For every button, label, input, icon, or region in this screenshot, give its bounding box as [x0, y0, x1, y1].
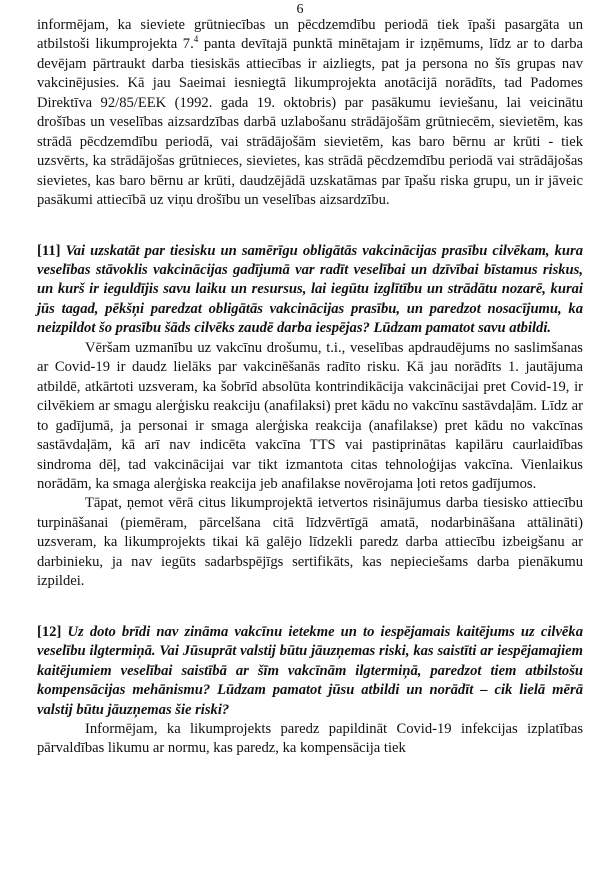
article-superscript: 4 — [193, 34, 199, 45]
paragraph-intro-rest: panta devītajā punktā minētajam ir izņēmums, līdz ar to darba devējam pārtraukt darba tiesiskās attiecības ir aizliegts, pat ja persona no šīs grupas nav vakcinējusies. Kā jau Saeimai iesniegtā likumprojekta anotācijā norādīts, tad Padomes Direktīva 92/85/EEK (1992. gada 19. oktobris) par pasākumu ieviešanu, lai veicinātu drošības un veselības aizsardzības darbā uzlabošanu strādājošām grūtniecēm, sievietēm, kas strādā pēcdzemdību periodā, vai strādājošām sievietēm, kas baro bērnu ar krūti - tiek uzsvērts, ka strādājošas grūtnieces, sievietes, kas strādā pēcdzemdību periodā vai strādājošas sievietes, kas baro bērnu ar krūti, daudzējādā uzskatāmas par īpašu riska grupu, un ir jāveic pasākumi attiecībā uz viņu drošību un veselības aizsardzību. — [37, 36, 583, 209]
question-12 — [37, 623, 583, 720]
question-12-number: [12] — [37, 623, 62, 640]
answer-11-paragraph-1: Vēršam uzmanību uz vakcīnu drošumu, t.i., veselības apdraudējums no saslimšanas ar Covid-19 ir daudz lielāks par vakcinēšanās radīto risku. Kā jau norādīts 1. jautājuma atbildē, atkārtoti uzsveram, ka šobrīd absolūta kontrindikācija vakcinācijai pret Covid-19, ir cilvēkiem ar smagu alerģisku reakciju (anafilaksi) pret kādu no vakcīnu sastāvdaļām. Līdz ar to gadījumā, ja personai ir smaga alerģiska reakcija (anafilakse) pret kādu no vakcīnas sastāvdaļām, kā arī nav indicēta vakcīna TTS vai pastiprinātas kapilāru caurlaidības sindroma dēļ, tad vakcinācijai var tikt izmantota citas tehnoloģijas vakcīna. Vienlaikus norādām, ka smaga alerģiska reakcija jeb anafilakse novērojama ļoti retos gadījumos. — [37, 339, 583, 492]
page-number: 6 — [296, 2, 304, 17]
paragraph-intro — [37, 16, 583, 211]
question-12-text: Uz doto brīdi nav zināma vakcīnu ietekme un to iespējamais kaitējums uz cilvēka veselību ilgtermiņā. Vai Jūsuprāt valstij būtu jāuzņemas riski, kas saistīti ar iespējamajiem kaitējumiem veselībai saistībā ar šīm vakcīnām ilgtermiņā, paredzot tiem atbilstošu kompensācijas mehānismu? Lūdzam pamatot jūsu atbildi un norādīt – cik lielā mērā valstij būtu jāuzņemas šie riski? — [37, 623, 583, 718]
document-body — [37, 16, 583, 759]
question-11 — [37, 242, 583, 339]
paragraph-intro-text: informējam, ka sieviete grūtniecības un pēcdzemdību periodā tiek īpaši pasargāta un atbilstoši likumprojekta 7. — [37, 17, 583, 53]
answer-11-paragraph-2: Tāpat, ņemot vērā citus likumprojektā ietvertos risinājumus darba tiesisko attiecību turpināšanai (piemēram, pārcelšana citā līdzvērtīgā amatā, nodarbināšana attālināti) uzsveram, ka likumprojekts tikai kā galējo līdzekli paredz darba attiecību izbeigšanu ar darbinieku, ja nav iegūts sadarbspējīgs sertifikāts, kas nepieciešams darba pienākumu izpildei. — [37, 495, 583, 590]
answer-12-paragraph-1: Informējam, ka likumprojekts paredz papildināt Covid-19 infekcijas izplatības pārvaldības likumu ar normu, kas paredz, ka kompensācija tiek — [37, 720, 583, 757]
question-11-text: Vai uzskatāt par tiesisku un samērīgu obligātās vakcinācijas prasību cilvēkam, kura veselības stāvoklis vakcinācijas gadījumā var radīt veselībai un dzīvībai bīstamus riskus, un kurš ir ieguldījis savu laiku un resursus, lai iegūtu izglītību un strādātu nozarē, kurai jūs tagad, pēkšņi paredzat obligātās vakcinācijas prasību, un paredzot nosacījumu, ka neizpildot šo prasību šāds cilvēks zaudē darba iespējas? Lūdzam pamatot savu atbildi. — [37, 242, 583, 337]
question-11-number: [11] — [37, 242, 61, 259]
